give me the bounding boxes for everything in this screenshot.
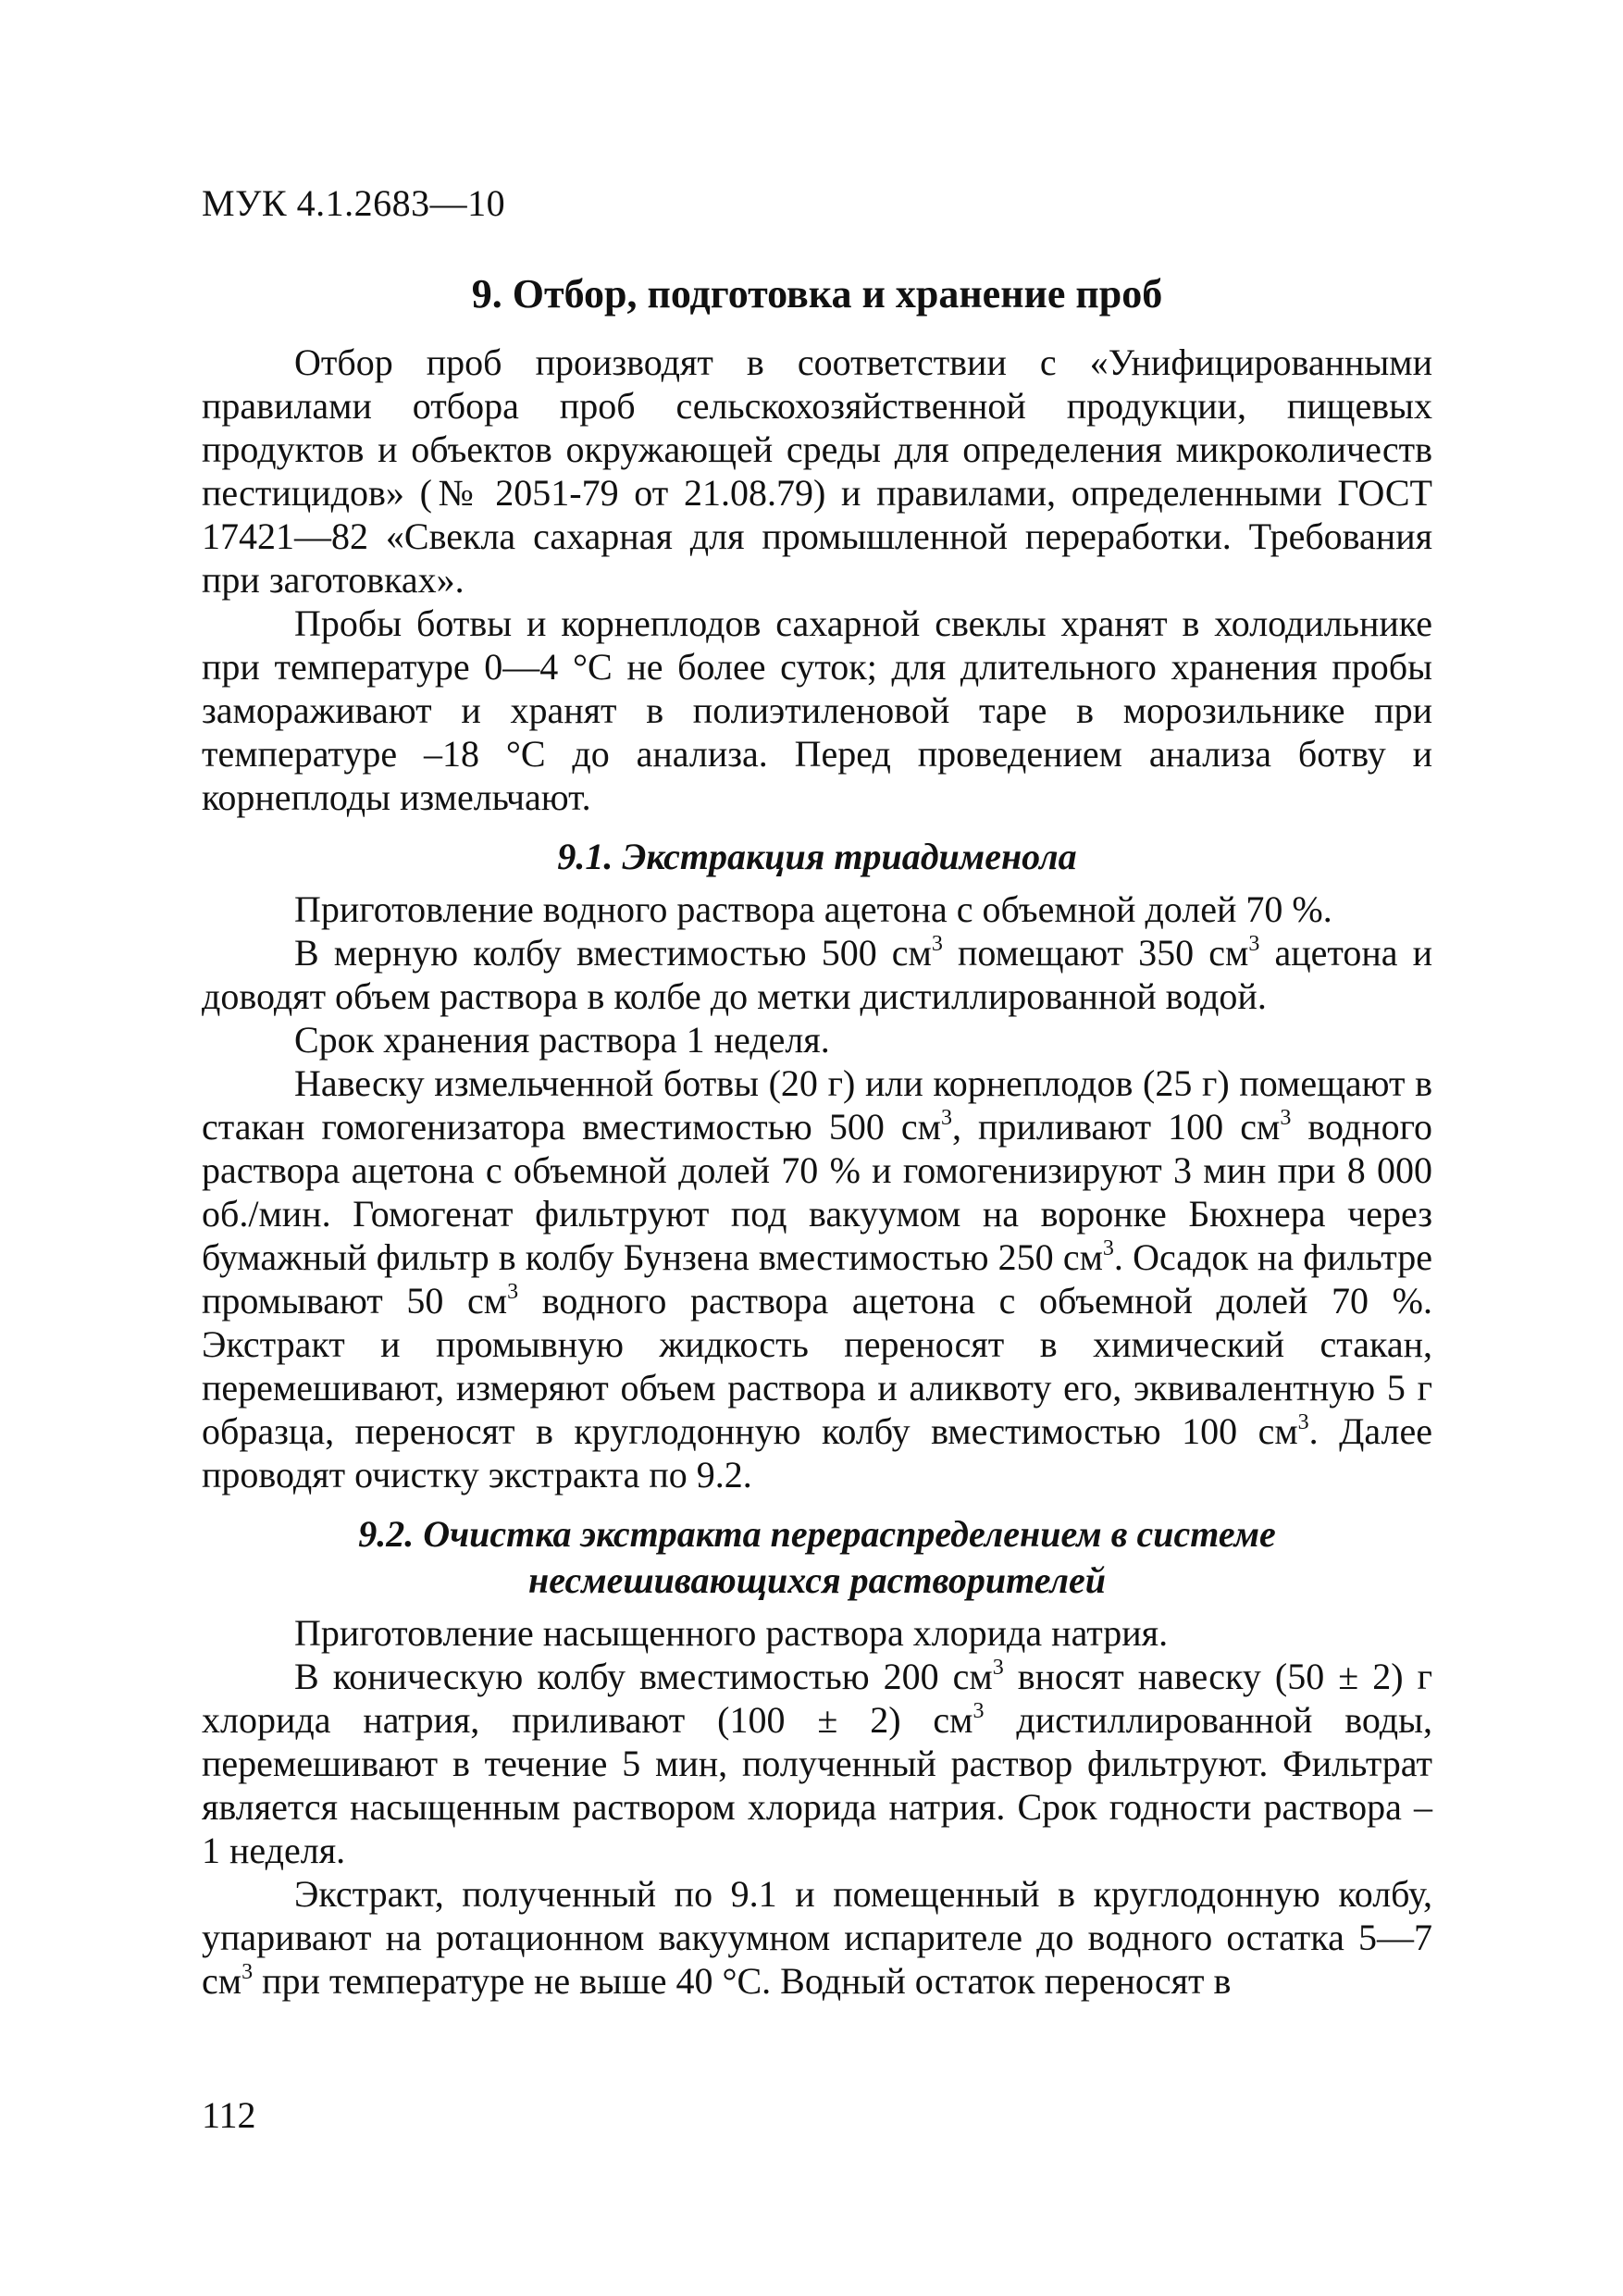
text-run: , приливают 100 см bbox=[951, 1106, 1281, 1148]
section-9-2-paragraph-3 bbox=[202, 1872, 1432, 2003]
text-run: водного раствора ацетона с объемной долей 70 % и гомогенизируют 3 мин при 8 000 об./мин. Гомогенат фильтруют под вакуумом на воронке Бюхнера через бумажный фильтр в колбу Бунзена вместимостью 250 см bbox=[202, 1106, 1432, 1278]
text-run: водного раствора ацетона с объемной долей 70 %. Экстракт и промывную жидкость переносят в химический стакан, перемешивают, измеряют объем раствора и аликвоту его, эквивалентную 5 г образца, переносят в круглодонную колбу вместимостью 100 см bbox=[202, 1280, 1432, 1452]
superscript: 3 bbox=[1297, 1410, 1309, 1434]
text-run: В коническую колбу вместимостью 200 см bbox=[294, 1656, 993, 1697]
title-line: несмешивающихся растворителей bbox=[528, 1559, 1106, 1601]
superscript: 3 bbox=[940, 1106, 952, 1130]
text-run: Экстракт, полученный по 9.1 и помещенный в круглодонную колбу, упаривают на ротационном вакуумном испарителе до водного остатка 5—7 см bbox=[202, 1873, 1432, 2002]
title-line: 9.2. Очистка экстракта перераспределением в системе bbox=[358, 1513, 1276, 1555]
section-9-1-paragraph-1: Приготовление водного раствора ацетона с объемной долей 70 %. bbox=[294, 888, 1332, 930]
text-run: при температуре не выше 40 °С. Водный остаток переносят в bbox=[253, 1960, 1232, 2002]
superscript: 3 bbox=[1102, 1236, 1114, 1260]
section-9-2-title bbox=[202, 1511, 1432, 1604]
section-9-2-paragraph-2 bbox=[202, 1655, 1432, 1872]
text-run: Навеску измельченной ботвы (20 г) или корнеплодов (25 г) помещают в стакан гомогенизатора вместимостью 500 см bbox=[202, 1062, 1432, 1148]
section-9-title: 9. Отбор, подготовка и хранение проб bbox=[471, 271, 1163, 316]
page-number: 112 bbox=[202, 2094, 256, 2136]
text-run: дистиллированной воды, перемешивают в течение 5 мин, полученный раствор фильтруют. Фильтрат является насыщенным раствором хлорида натрия. Срок годности раствора – 1 неделя. bbox=[202, 1699, 1432, 1871]
page-content bbox=[202, 268, 1432, 2003]
text-run: ацетона и доводят объем раствора в колбе до метки дистиллированной водой. bbox=[202, 932, 1433, 1017]
superscript: 3 bbox=[1248, 932, 1260, 956]
section-9-paragraph-2: Пробы ботвы и корнеплодов сахарной свеклы хранят в холодильнике при температуре 0—4 °С не более суток; для длительного хранения пробы замораживают и хранят в полиэтиленовой таре в морозильнике при температуре –18 °С до анализа. Перед проведением анализа ботву и корнеплоды измельчают. bbox=[202, 602, 1432, 818]
section-9-2-paragraph-1: Приготовление насыщенного раствора хлорида натрия. bbox=[294, 1612, 1169, 1654]
section-9-1-paragraph-4 bbox=[202, 1061, 1432, 1496]
section-9-1-paragraph-2 bbox=[202, 931, 1432, 1018]
superscript: 3 bbox=[242, 1960, 254, 1984]
section-9-1-title: 9.1. Экстракция триадименола bbox=[557, 836, 1077, 877]
text-run: помещают 350 см bbox=[942, 932, 1249, 974]
running-head: МУК 4.1.2683—10 bbox=[202, 182, 506, 224]
text-run: В мерную колбу вместимостью 500 см bbox=[294, 932, 932, 974]
text-run: вносят навеску (50 ± 2) г хлорида натрия, приливают (100 ± 2) см bbox=[202, 1656, 1432, 1741]
superscript: 3 bbox=[973, 1699, 985, 1723]
section-9-1-paragraph-3: Срок хранения раствора 1 неделя. bbox=[294, 1019, 830, 1061]
superscript: 3 bbox=[992, 1656, 1004, 1680]
superscript: 3 bbox=[507, 1280, 519, 1304]
section-9-paragraph-1: Отбор проб производят в соответствии с «Унифицированными правилами отбора проб сельскохозяйственной продукции, пищевых продуктов и объектов окружающей среды для определения микроколичеств пестицидов» (№ 2051-79 от 21.08.79) и правилами, определенными ГОСТ 17421—82 «Свекла сахарная для промышленной переработки. Требования при заготовках». bbox=[202, 341, 1432, 601]
text-run: . Далее проводят очистку экстракта по 9.2. bbox=[202, 1410, 1433, 1496]
text-run: . Осадок на фильтре промывают 50 см bbox=[202, 1236, 1432, 1322]
superscript: 3 bbox=[1280, 1106, 1292, 1130]
superscript: 3 bbox=[931, 932, 943, 956]
